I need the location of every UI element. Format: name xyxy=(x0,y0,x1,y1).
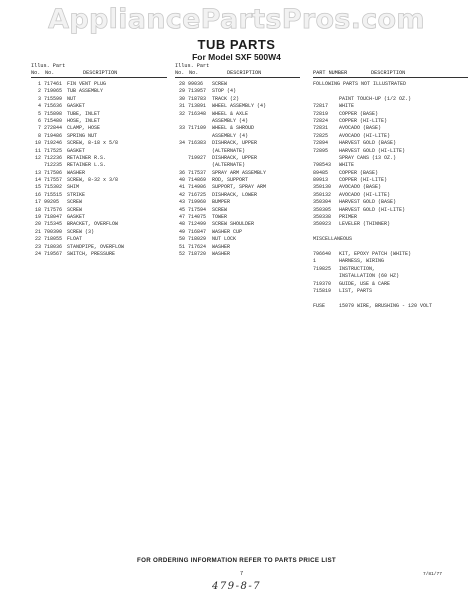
part-description: WASHER xyxy=(67,169,86,176)
parts-row xyxy=(175,155,300,162)
part-number: 350132 xyxy=(313,191,332,198)
part-description: WASHER xyxy=(212,250,231,257)
part-number: MISCELLANEOUS xyxy=(313,236,353,243)
part-description: WHEEL & SHROUD xyxy=(212,125,255,132)
part-number: 716348 xyxy=(188,110,207,117)
part-number: 72824 xyxy=(313,117,329,124)
parts-row xyxy=(313,133,468,140)
illus-number: 31 xyxy=(178,103,185,110)
parts-row xyxy=(175,192,300,199)
illus-number: 45 xyxy=(178,206,185,213)
part-description: AVOCADO (HI-LITE) xyxy=(339,191,391,198)
part-description: SUPPORT, SPRAY ARM xyxy=(212,184,267,191)
parts-row xyxy=(31,96,167,103)
parts-row xyxy=(31,118,167,125)
part-description: SCREW xyxy=(67,206,83,213)
part-number: 717594 xyxy=(188,206,207,213)
part-number: 99205 xyxy=(44,199,60,206)
parts-row xyxy=(175,236,300,243)
illus-number: 11 xyxy=(34,147,41,154)
illus-part-label: Illus. Part xyxy=(175,63,210,69)
description-label: DESCRIPTION xyxy=(83,70,118,76)
part-number: 716725 xyxy=(188,191,207,198)
parts-row xyxy=(31,244,167,251)
illus-number: 17 xyxy=(34,199,41,206)
illus-number: 6 xyxy=(37,117,41,124)
part-number: 72894 xyxy=(313,140,329,147)
illus-number: 28 xyxy=(178,81,185,87)
part-number: 716847 xyxy=(188,228,207,235)
parts-row xyxy=(313,258,468,265)
part-description: (ALTERNATE) xyxy=(212,162,246,169)
part-description: GASKET xyxy=(67,147,86,154)
part-number: FOLLOWING PARTS NOT ILLUSTRATED xyxy=(313,81,407,87)
part-number: 714075 xyxy=(188,214,207,221)
parts-row xyxy=(313,244,468,251)
part-description: RETAINER R.S. xyxy=(67,154,107,161)
part-number: 718720 xyxy=(188,250,207,257)
part-description: (ALTERNATE) xyxy=(212,147,246,154)
part-description: STOP (4) xyxy=(212,88,237,95)
part-number: 72817 xyxy=(313,103,329,110)
part-description: NUT LOCK xyxy=(212,236,237,243)
parts-row xyxy=(175,118,300,125)
part-description: HOSE, INLET xyxy=(67,117,101,124)
part-description: ROD, SUPPORT xyxy=(212,177,249,184)
part-number: 798543 xyxy=(313,162,332,169)
parts-row xyxy=(31,81,167,88)
parts-row xyxy=(31,207,167,214)
part-number-label: PART NUMBER xyxy=(313,70,348,76)
parts-row xyxy=(313,184,468,191)
part-description: AVOCADO (BASE) xyxy=(339,184,382,191)
part-description: WHITE xyxy=(339,103,355,110)
illus-number: 51 xyxy=(178,243,185,250)
parts-row xyxy=(313,118,468,125)
parts-row xyxy=(175,81,300,88)
illus-number: 42 xyxy=(178,191,185,198)
part-number: 72825 xyxy=(313,132,329,139)
part-number: 350130 xyxy=(313,184,332,191)
parts-row xyxy=(31,125,167,132)
part-number: 712235 xyxy=(44,162,63,169)
part-description: INSTRUCTION, xyxy=(339,265,376,272)
illus-part-label: Illus. Part xyxy=(31,63,66,69)
page-title: TUB PARTS xyxy=(197,37,276,52)
illus-number: 20 xyxy=(34,221,41,228)
part-description: WASHER CUP xyxy=(212,228,243,235)
parts-row xyxy=(31,170,167,177)
parts-row xyxy=(175,125,300,132)
illus-number: 8 xyxy=(37,132,41,139)
part-number: 272844 xyxy=(44,125,63,132)
parts-row xyxy=(313,148,468,155)
part-description: SPRING NUT xyxy=(67,132,98,139)
parts-row xyxy=(313,251,468,258)
illus-number: 3 xyxy=(37,95,41,102)
illus-number: 7 xyxy=(37,125,41,132)
part-description: TUBE, INLET xyxy=(67,110,101,117)
part-description: ASSEMBLY (4) xyxy=(212,132,249,139)
parts-row xyxy=(175,207,300,214)
parts-row xyxy=(31,140,167,147)
part-description: AVOCADO (HI-LITE) xyxy=(339,132,391,139)
part-number: 1 xyxy=(313,258,317,265)
parts-row xyxy=(175,133,300,140)
part-number: 717525 xyxy=(44,147,63,154)
part-number: 717537 xyxy=(188,169,207,176)
parts-row xyxy=(313,281,468,288)
part-description: SWITCH, PRESSURE xyxy=(67,250,116,257)
parts-row xyxy=(313,236,468,243)
part-description: WHEEL ASSEMBLY (4) xyxy=(212,103,267,110)
part-number: 713957 xyxy=(188,88,207,95)
part-description: SCREW, 8-32 x 3/8 xyxy=(67,177,119,184)
illus-number: 2 xyxy=(37,88,41,95)
part-description: COPPER (BASE) xyxy=(339,169,379,176)
description-label: DESCRIPTION xyxy=(227,70,262,76)
parts-row xyxy=(31,199,167,206)
part-number: 714906 xyxy=(188,184,207,191)
illus-number: 40 xyxy=(178,177,185,184)
page-number: 7 xyxy=(240,571,244,577)
illus-number: 33 xyxy=(178,125,185,132)
part-number: 717461 xyxy=(44,81,63,87)
part-description: DISHRACK, UPPER xyxy=(212,154,258,161)
parts-row xyxy=(175,244,300,251)
illus-number: 49 xyxy=(178,228,185,235)
part-number: 89485 xyxy=(313,169,329,176)
part-number: 719370 xyxy=(313,280,332,287)
part-number: 89913 xyxy=(313,177,329,184)
illus-number: 29 xyxy=(178,88,185,95)
illus-number: 18 xyxy=(34,206,41,213)
parts-row xyxy=(31,111,167,118)
part-description: HARVEST GOLD (HI-LITE) xyxy=(339,206,406,213)
parts-row xyxy=(175,103,300,110)
parts-row xyxy=(313,199,468,206)
illus-number: 21 xyxy=(34,228,41,235)
parts-row xyxy=(175,140,300,147)
part-number: 715515 xyxy=(44,191,63,198)
parts-row xyxy=(31,236,167,243)
parts-row xyxy=(31,162,167,169)
parts-row xyxy=(175,170,300,177)
part-description: SCREW xyxy=(67,199,83,206)
illus-number: 5 xyxy=(37,110,41,117)
part-description: TRACK (2) xyxy=(212,95,240,102)
part-description: GUIDE, USE & CARE xyxy=(339,280,391,287)
part-description: HARVEST GOLD (BASE) xyxy=(339,199,397,206)
part-number: 715345 xyxy=(44,221,63,228)
part-description: 15079 WIRE, BRUSHING - 120 VOLT xyxy=(339,302,433,309)
part-number: 718036 xyxy=(44,243,63,250)
parts-row xyxy=(31,133,167,140)
part-description: SCREW, 8-18 x 5/8 xyxy=(67,140,119,147)
part-description: KIT, EPOXY PATCH (WHITE) xyxy=(339,250,412,257)
part-number: 715480 xyxy=(44,117,63,124)
part-description: BUMPER xyxy=(212,199,231,206)
parts-row xyxy=(31,177,167,184)
parts-row xyxy=(175,199,300,206)
part-description: DISHRACK, LOWER xyxy=(212,191,258,198)
parts-row xyxy=(313,96,468,103)
part-description: COPPER (HI-LITE) xyxy=(339,177,388,184)
parts-row xyxy=(313,214,468,221)
parts-row xyxy=(313,229,468,236)
illus-number: 30 xyxy=(178,95,185,102)
parts-row xyxy=(313,170,468,177)
parts-row xyxy=(175,214,300,221)
illus-number: 48 xyxy=(178,221,185,228)
part-number: 719065 xyxy=(44,88,63,95)
part-number: 714869 xyxy=(188,177,207,184)
part-description: FLOAT xyxy=(67,236,83,243)
parts-row xyxy=(313,273,468,280)
parts-row xyxy=(31,88,167,95)
part-description: RETAINER L.S. xyxy=(67,162,107,169)
parts-row xyxy=(313,155,468,162)
watermark: AppliancePartsPros.com xyxy=(48,4,425,35)
illus-number: 43 xyxy=(178,199,185,206)
parts-row xyxy=(31,221,167,228)
part-description: SCREW xyxy=(212,206,228,213)
part-number: 717624 xyxy=(188,243,207,250)
parts-column-2 xyxy=(175,63,300,258)
part-number: 719567 xyxy=(44,250,63,257)
part-number: 715819 xyxy=(313,287,332,294)
no-label: No. xyxy=(31,70,41,76)
parts-row xyxy=(313,81,468,88)
part-number: 712236 xyxy=(44,154,63,161)
part-description: SPRAY ARM ASSEMBLY xyxy=(212,169,267,176)
parts-row xyxy=(313,111,468,118)
illus-number: 19 xyxy=(34,214,41,221)
parts-row xyxy=(175,148,300,155)
part-description: SCREW SHOULDER xyxy=(212,221,255,228)
illus-number: 50 xyxy=(178,236,185,243)
part-description: INSTALLATION (60 HZ) xyxy=(339,273,400,280)
parts-row xyxy=(313,125,468,132)
part-description: DISHRACK, UPPER xyxy=(212,140,258,147)
parts-row xyxy=(31,229,167,236)
part-number: 718055 xyxy=(44,236,63,243)
part-number: 718029 xyxy=(188,236,207,243)
parts-row xyxy=(175,177,300,184)
parts-row xyxy=(31,214,167,221)
part-description: FIN VENT PLUG xyxy=(67,81,107,87)
part-number: 718783 xyxy=(188,95,207,102)
part-description: PAINT TOUCH-UP (1/2 OZ.) xyxy=(339,95,412,102)
illus-number: 41 xyxy=(178,184,185,191)
parts-row xyxy=(313,177,468,184)
part-number: 719825 xyxy=(313,265,332,272)
parts-row xyxy=(31,251,167,258)
parts-row xyxy=(31,155,167,162)
part-number: 72831 xyxy=(313,125,329,132)
illus-number: 24 xyxy=(34,250,41,257)
column-2-header xyxy=(175,63,300,79)
parts-row xyxy=(313,207,468,214)
parts-row xyxy=(313,162,468,169)
part-number: 719927 xyxy=(188,154,207,161)
part-description: COPPER (BASE) xyxy=(339,110,379,117)
part-description: LIST, PARTS xyxy=(339,287,373,294)
part-number: 350338 xyxy=(313,214,332,221)
parts-row xyxy=(175,251,300,258)
part-number: 718047 xyxy=(44,214,63,221)
part-description: COPPER (HI-LITE) xyxy=(339,117,388,124)
part-description: NUT xyxy=(67,95,77,102)
parts-row xyxy=(313,295,468,302)
part-number: 719960 xyxy=(188,199,207,206)
illus-number: 32 xyxy=(178,110,185,117)
parts-row xyxy=(175,229,300,236)
column-3-rows xyxy=(313,81,468,310)
part-no-label: No. xyxy=(189,70,199,76)
parts-row xyxy=(31,103,167,110)
part-description: TUB ASSEMBLY xyxy=(67,88,104,95)
header-rule xyxy=(313,77,468,78)
part-description: GASKET xyxy=(67,103,86,110)
part-description: GASKET xyxy=(67,214,86,221)
part-number: 713891 xyxy=(188,103,207,110)
description-label: DESCRIPTION xyxy=(371,70,406,76)
part-description: SPRAY CANS (13 OZ.) xyxy=(339,154,397,161)
part-description: SHIM xyxy=(67,184,80,191)
part-number: 717576 xyxy=(44,206,63,213)
part-number: 712499 xyxy=(188,221,207,228)
parts-row xyxy=(175,111,300,118)
part-number: 717557 xyxy=(44,177,63,184)
illus-number: 14 xyxy=(34,177,41,184)
part-number: 717506 xyxy=(44,169,63,176)
no-label: No. xyxy=(175,70,185,76)
part-description: WASHER xyxy=(212,243,231,250)
header-rule xyxy=(31,77,167,78)
part-number: 715898 xyxy=(44,110,63,117)
parts-row xyxy=(313,288,468,295)
part-description: LEVELER (THINNER) xyxy=(339,221,391,228)
part-description: HARNESS, WIRING xyxy=(339,258,385,265)
illus-number: 1 xyxy=(37,81,41,87)
illus-number: 23 xyxy=(34,243,41,250)
column-2-rows xyxy=(175,81,300,258)
part-description: SCREW xyxy=(212,81,228,87)
illus-number: 22 xyxy=(34,236,41,243)
part-number: 717109 xyxy=(188,125,207,132)
part-number: FUSE xyxy=(313,302,326,309)
part-description: TOWER xyxy=(212,214,228,221)
parts-row xyxy=(313,266,468,273)
column-1-rows xyxy=(31,81,167,258)
illus-number: 16 xyxy=(34,191,41,198)
parts-row xyxy=(313,88,468,95)
part-description: BRACKET, OVERFLOW xyxy=(67,221,119,228)
part-description: WHITE xyxy=(339,162,355,169)
illus-number: 34 xyxy=(178,140,185,147)
illus-number: 15 xyxy=(34,184,41,191)
parts-row xyxy=(175,184,300,191)
illus-number: 13 xyxy=(34,169,41,176)
parts-row xyxy=(313,140,468,147)
part-number: 350304 xyxy=(313,199,332,206)
part-description: AVOCADO (BASE) xyxy=(339,125,382,132)
parts-row xyxy=(313,221,468,228)
part-number: 716383 xyxy=(188,140,207,147)
part-number: 350305 xyxy=(313,206,332,213)
part-number: 700390 xyxy=(44,228,63,235)
part-number: 719486 xyxy=(44,132,63,139)
part-description: ASSEMBLY (4) xyxy=(212,117,249,124)
parts-row xyxy=(175,88,300,95)
part-number: 715636 xyxy=(44,103,63,110)
parts-row xyxy=(31,148,167,155)
part-number: 350923 xyxy=(313,221,332,228)
illus-number: 52 xyxy=(178,250,185,257)
parts-column-3 xyxy=(313,63,468,310)
parts-row xyxy=(31,184,167,191)
handwritten-note: 479-8-7 xyxy=(212,581,262,592)
part-no-label: No. xyxy=(45,70,55,76)
part-description: PRIMER xyxy=(339,214,358,221)
parts-row xyxy=(313,103,468,110)
parts-row xyxy=(313,192,468,199)
part-description: STANDPIPE, OVERFLOW xyxy=(67,243,125,250)
parts-row xyxy=(175,162,300,169)
part-description: HARVEST GOLD (HI-LITE) xyxy=(339,147,406,154)
header-rule xyxy=(175,77,300,78)
illus-number: 12 xyxy=(34,154,41,161)
part-description: WHEEL & AXLE xyxy=(212,110,249,117)
column-3-header xyxy=(313,63,468,79)
illus-number: 36 xyxy=(178,169,185,176)
part-number: 719246 xyxy=(44,140,63,147)
parts-row xyxy=(175,221,300,228)
column-1-header xyxy=(31,63,167,79)
ordering-info-footer: FOR ORDERING INFORMATION REFER TO PARTS PRICE LIST xyxy=(137,557,336,564)
document-code: 7/81/77 xyxy=(423,572,442,577)
part-description: HARVEST GOLD (BASE) xyxy=(339,140,397,147)
part-number: 72819 xyxy=(313,110,329,117)
part-number: 715302 xyxy=(44,184,63,191)
parts-row xyxy=(31,192,167,199)
part-number: 715599 xyxy=(44,95,63,102)
parts-row xyxy=(175,96,300,103)
part-description: STRIKE xyxy=(67,191,86,198)
parts-column-1 xyxy=(31,63,167,258)
part-number: 99036 xyxy=(188,81,204,87)
part-number: 796640 xyxy=(313,250,332,257)
illus-number: 10 xyxy=(34,140,41,147)
part-description: CLAMP, HOSE xyxy=(67,125,101,132)
illus-number: 4 xyxy=(37,103,41,110)
illus-number: 47 xyxy=(178,214,185,221)
part-description: SCREW (3) xyxy=(67,228,95,235)
model-subtitle: For Model SXF 500W4 xyxy=(192,52,281,62)
parts-row xyxy=(313,303,468,310)
part-number: 72895 xyxy=(313,147,329,154)
